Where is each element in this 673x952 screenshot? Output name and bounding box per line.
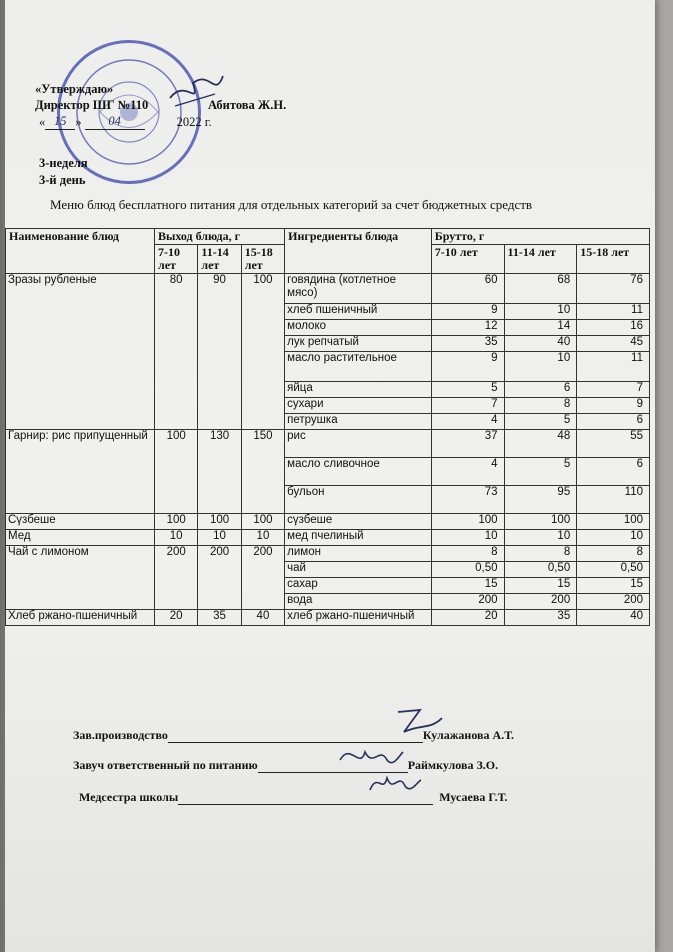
dish-name: Гарнир: рис припущенный xyxy=(6,430,155,514)
gross-value: 73 xyxy=(431,486,504,514)
table-row xyxy=(6,610,650,626)
ingredient-name: сахар xyxy=(285,578,432,594)
header-gross-age-11-14: 11-14 лет xyxy=(504,245,577,274)
signature-line-nutrition xyxy=(73,758,498,773)
date-month: 04 xyxy=(85,114,145,130)
gross-value: 10 xyxy=(504,352,577,382)
header-gross: Брутто, г xyxy=(431,229,649,245)
gross-value: 7 xyxy=(577,382,650,398)
table-row xyxy=(6,430,650,458)
gross-value: 8 xyxy=(577,546,650,562)
gross-value: 4 xyxy=(431,458,504,486)
signature-role: Медсестра школы xyxy=(79,790,179,804)
gross-value: 0,50 xyxy=(577,562,650,578)
table-row xyxy=(6,530,650,546)
gross-value: 110 xyxy=(577,486,650,514)
header-yield-age-7-10: 7-10 лет xyxy=(154,245,197,274)
gross-value: 9 xyxy=(431,352,504,382)
gross-value: 95 xyxy=(504,486,577,514)
dish-yield: 150 xyxy=(241,430,284,514)
dish-yield: 90 xyxy=(198,274,241,430)
signature-nurse xyxy=(365,768,425,798)
dish-yield: 130 xyxy=(198,430,241,514)
gross-value: 35 xyxy=(504,610,577,626)
gross-value: 68 xyxy=(504,274,577,304)
gross-value: 10 xyxy=(431,530,504,546)
date-mid: » xyxy=(75,115,85,129)
gross-value: 15 xyxy=(431,578,504,594)
dish-yield: 200 xyxy=(154,546,197,610)
gross-value: 100 xyxy=(431,514,504,530)
table-row xyxy=(6,514,650,530)
day-label: 3-й день xyxy=(39,173,86,187)
date-day: 15 xyxy=(45,114,75,130)
gross-value: 37 xyxy=(431,430,504,458)
gross-value: 6 xyxy=(504,382,577,398)
gross-value: 45 xyxy=(577,336,650,352)
ingredient-name: мед пчелиный xyxy=(285,530,432,546)
document-page xyxy=(5,0,655,952)
dish-yield: 200 xyxy=(198,546,241,610)
dish-yield: 100 xyxy=(241,514,284,530)
ingredient-name: чай xyxy=(285,562,432,578)
dish-name: Зразы рубленые xyxy=(6,274,155,430)
dish-yield: 100 xyxy=(198,514,241,530)
ingredient-name: хлеб ржано-пшеничный xyxy=(285,610,432,626)
gross-value: 9 xyxy=(431,304,504,320)
gross-value: 200 xyxy=(504,594,577,610)
gross-value: 6 xyxy=(577,458,650,486)
date-prefix: « xyxy=(39,115,46,129)
gross-value: 11 xyxy=(577,352,650,382)
gross-value: 60 xyxy=(431,274,504,304)
ingredient-name: вода xyxy=(285,594,432,610)
signature-name: Мусаева Г.Т. xyxy=(439,790,508,804)
ingredient-name: лимон xyxy=(285,546,432,562)
gross-value: 100 xyxy=(577,514,650,530)
ingredient-name: говядина (котлетное мясо) xyxy=(285,274,432,304)
gross-value: 4 xyxy=(431,414,504,430)
gross-value: 6 xyxy=(577,414,650,430)
header-gross-age-15-18: 15-18 лет xyxy=(577,245,650,274)
signature-role: Зав.производство xyxy=(73,728,168,742)
gross-value: 10 xyxy=(504,304,577,320)
header-yield-age-15-18: 15-18 лет xyxy=(241,245,284,274)
dish-yield: 35 xyxy=(198,610,241,626)
gross-value: 0,50 xyxy=(431,562,504,578)
table-row xyxy=(6,274,650,304)
signature-production xyxy=(390,704,450,739)
gross-value: 76 xyxy=(577,274,650,304)
dish-yield: 20 xyxy=(154,610,197,626)
table-row xyxy=(6,546,650,562)
gross-value: 40 xyxy=(577,610,650,626)
menu-table xyxy=(5,228,650,626)
gross-value: 55 xyxy=(577,430,650,458)
gross-value: 16 xyxy=(577,320,650,336)
gross-value: 10 xyxy=(577,530,650,546)
approval-date xyxy=(39,114,212,130)
ingredient-name: лук репчатый xyxy=(285,336,432,352)
director-name: Абитова Ж.Н. xyxy=(208,98,287,112)
signature-line-nurse xyxy=(79,790,507,805)
gross-value: 10 xyxy=(504,530,577,546)
ingredient-name: масло растительное xyxy=(285,352,432,382)
gross-value: 12 xyxy=(431,320,504,336)
gross-value: 100 xyxy=(504,514,577,530)
week-label: 3-неделя xyxy=(39,156,88,170)
gross-value: 5 xyxy=(504,414,577,430)
signature-role: Завуч ответственный по питанию xyxy=(73,758,258,772)
dish-yield: 10 xyxy=(241,530,284,546)
dish-yield: 100 xyxy=(154,514,197,530)
ingredient-name: петрушка xyxy=(285,414,432,430)
ingredient-name: бульон xyxy=(285,486,432,514)
dish-yield: 10 xyxy=(198,530,241,546)
gross-value: 8 xyxy=(431,546,504,562)
ingredient-name: рис xyxy=(285,430,432,458)
dish-name: Сүзбеше xyxy=(6,514,155,530)
dish-yield: 10 xyxy=(154,530,197,546)
gross-value: 8 xyxy=(504,398,577,414)
dish-yield: 40 xyxy=(241,610,284,626)
gross-value: 200 xyxy=(431,594,504,610)
dish-yield: 200 xyxy=(241,546,284,610)
ingredient-name: масло сливочное xyxy=(285,458,432,486)
gross-value: 0,50 xyxy=(504,562,577,578)
dish-name: Чай с лимоном xyxy=(6,546,155,610)
document-title: Меню блюд бесплатного питания для отдельных категорий за счет бюджетных средств xyxy=(50,197,533,212)
dish-name: Хлеб ржано-пшеничный xyxy=(6,610,155,626)
gross-value: 15 xyxy=(577,578,650,594)
ingredient-name: сухари xyxy=(285,398,432,414)
header-dish: Наименование блюд xyxy=(6,229,155,274)
gross-value: 5 xyxy=(504,458,577,486)
signature-name: Раймкулова З.О. xyxy=(407,758,499,772)
ingredient-name: сүзбеше xyxy=(285,514,432,530)
header-ingredients: Ингредиенты блюда xyxy=(285,229,432,274)
gross-value: 9 xyxy=(577,398,650,414)
date-year: 2022 г. xyxy=(176,115,212,129)
gross-value: 11 xyxy=(577,304,650,320)
signature-name: Кулажанова А.Т. xyxy=(422,728,514,742)
ingredient-name: хлеб пшеничный xyxy=(285,304,432,320)
header-yield: Выход блюда, г xyxy=(154,229,284,245)
gross-value: 8 xyxy=(504,546,577,562)
gross-value: 5 xyxy=(431,382,504,398)
director-line: Директор ШГ №110 xyxy=(35,98,149,112)
dish-yield: 100 xyxy=(241,274,284,430)
gross-value: 14 xyxy=(504,320,577,336)
menu-table-body xyxy=(6,274,650,626)
dish-yield: 100 xyxy=(154,430,197,514)
approval-title: «Утверждаю» xyxy=(35,82,114,96)
ingredient-name: яйца xyxy=(285,382,432,398)
header-gross-age-7-10: 7-10 лет xyxy=(431,245,504,274)
dish-name: Мед xyxy=(6,530,155,546)
dish-yield: 80 xyxy=(154,274,197,430)
gross-value: 35 xyxy=(431,336,504,352)
gross-value: 40 xyxy=(504,336,577,352)
ingredient-name: молоко xyxy=(285,320,432,336)
gross-value: 48 xyxy=(504,430,577,458)
gross-value: 7 xyxy=(431,398,504,414)
gross-value: 200 xyxy=(577,594,650,610)
director-signature xyxy=(165,68,225,113)
gross-value: 20 xyxy=(431,610,504,626)
gross-value: 15 xyxy=(504,578,577,594)
header-yield-age-11-14: 11-14 лет xyxy=(198,245,241,274)
